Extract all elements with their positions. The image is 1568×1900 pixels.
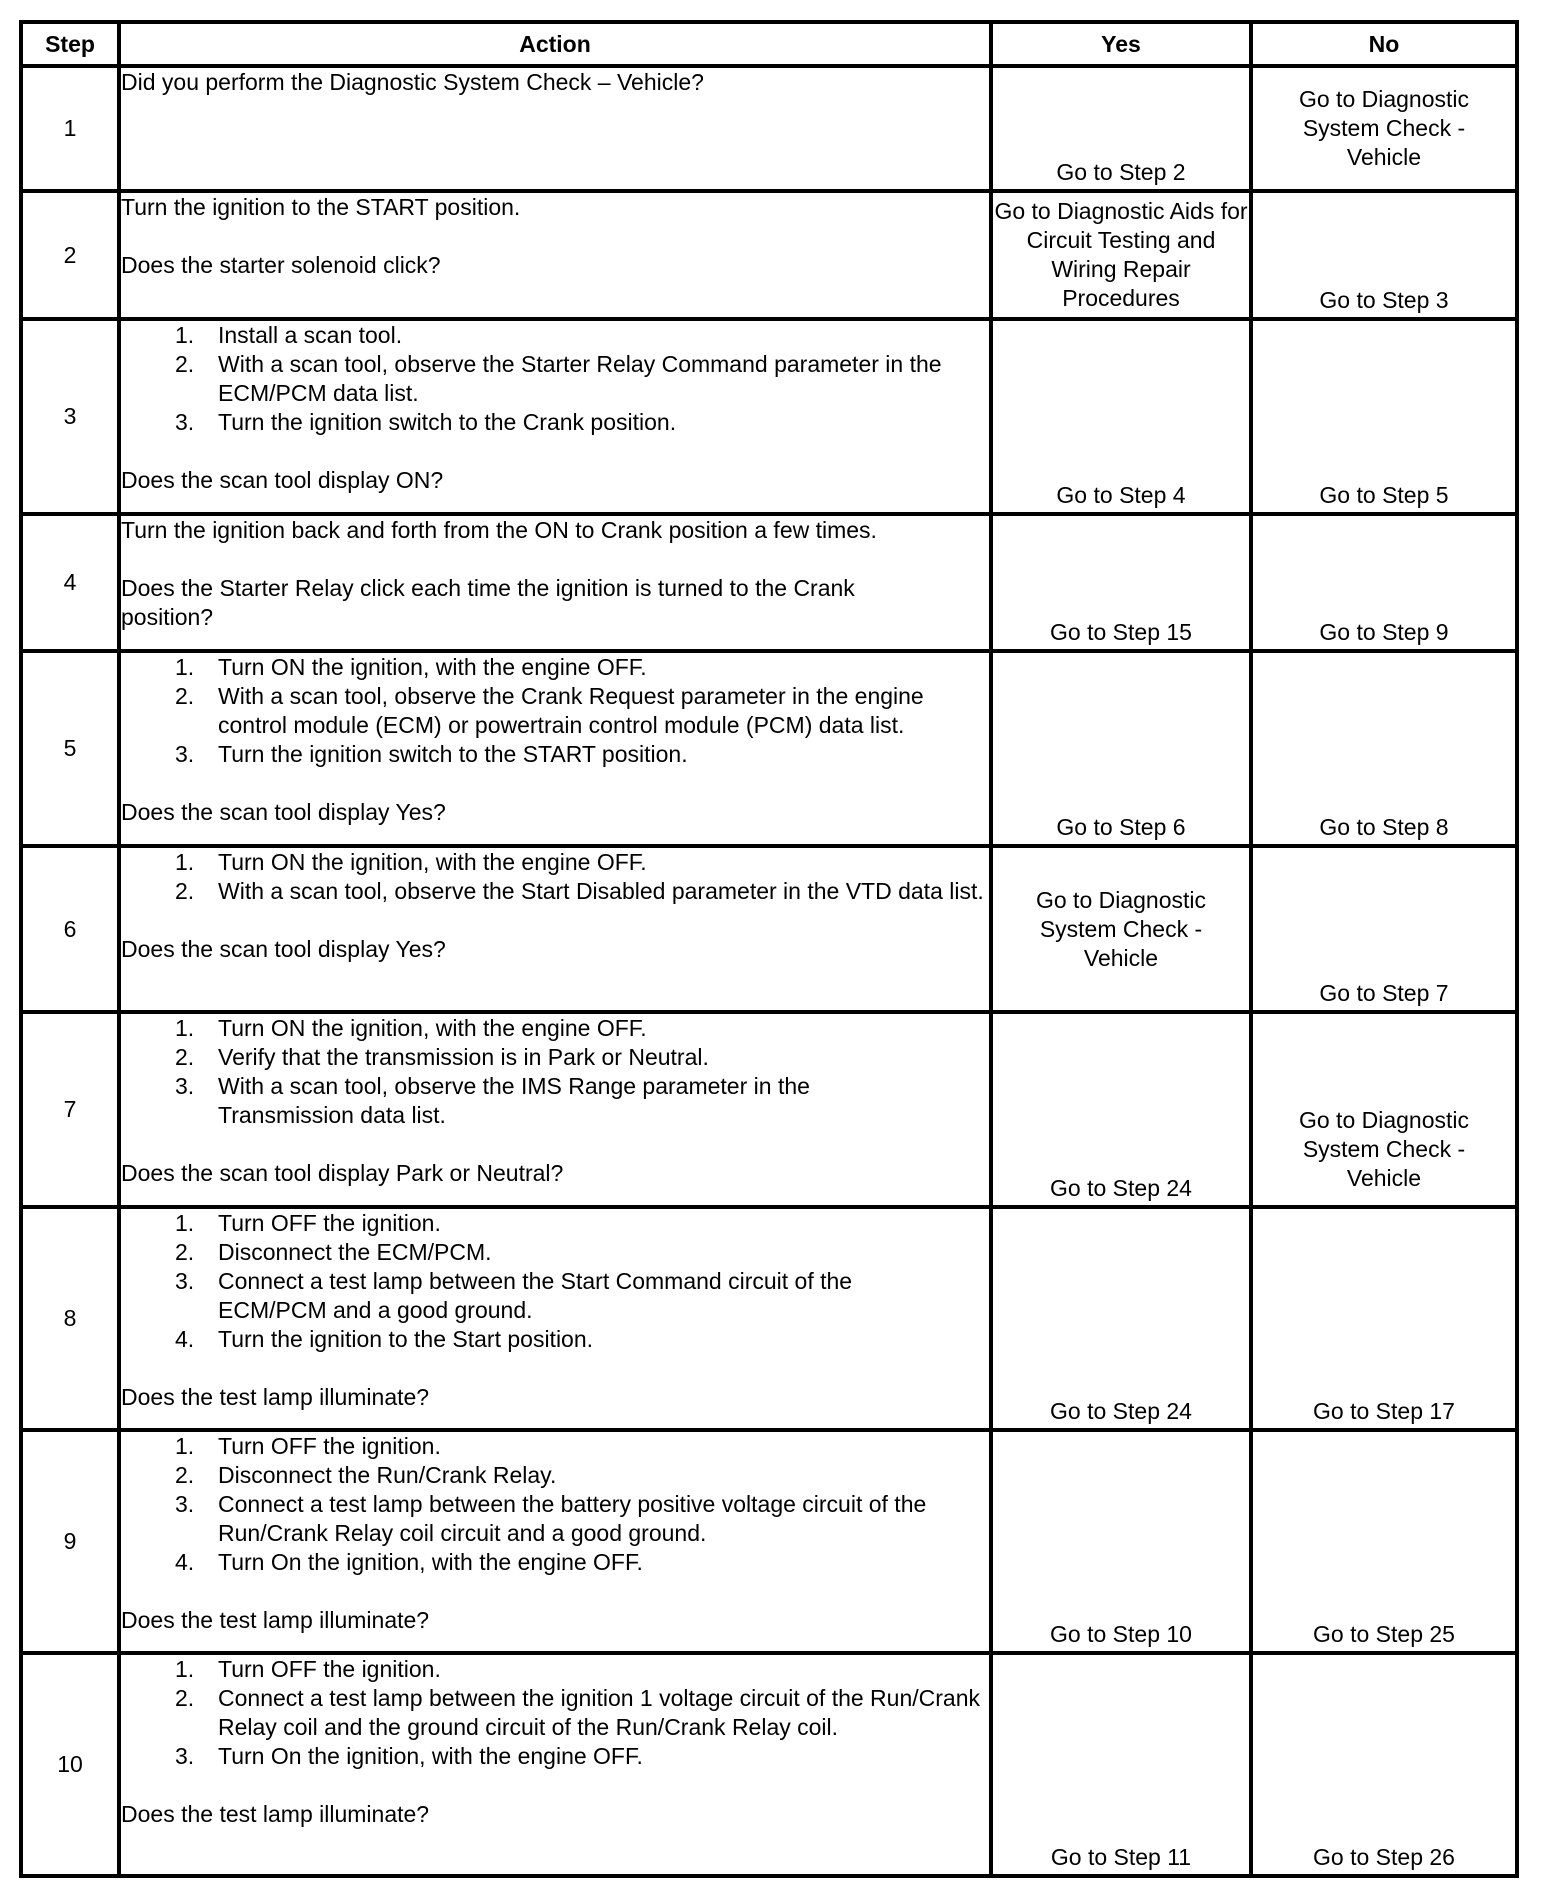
no-result: Go to Step 8 bbox=[1251, 651, 1517, 846]
yes-result: Go to Step 11 bbox=[991, 1653, 1251, 1876]
action-question: Does the test lamp illuminate? bbox=[121, 1801, 430, 1827]
step-number: 8 bbox=[21, 1207, 119, 1430]
no-result: Go to Diagnostic System Check - Vehicle bbox=[1251, 1012, 1517, 1207]
no-result: Go to Diagnostic System Check - Vehicle bbox=[1251, 66, 1517, 191]
step-number: 6 bbox=[21, 846, 119, 1012]
yes-result: Go to Step 10 bbox=[991, 1430, 1251, 1653]
list-item: 1. Turn ON the ignition, with the engine OFF. bbox=[175, 654, 647, 680]
action-steps bbox=[121, 1209, 989, 1354]
action-steps bbox=[121, 848, 989, 906]
step-number: 2 bbox=[21, 191, 119, 319]
table-row bbox=[21, 1012, 1517, 1207]
action-cell bbox=[119, 1012, 991, 1207]
header-step: Step bbox=[21, 22, 119, 66]
step-number: 1 bbox=[21, 66, 119, 191]
action-cell bbox=[119, 846, 991, 1012]
header-no: No bbox=[1251, 22, 1517, 66]
action-question: Does the scan tool display Yes? bbox=[121, 799, 446, 825]
list-item: 3. Connect a test lamp between the battery positive voltage circuit of the Run/Crank Relay coil circuit and a good ground. bbox=[175, 1491, 927, 1546]
list-item: 2. With a scan tool, observe the Start Disabled parameter in the VTD data list. bbox=[175, 878, 984, 904]
yes-result: Go to Step 6 bbox=[991, 651, 1251, 846]
yes-result: Go to Diagnostic System Check - Vehicle bbox=[991, 846, 1251, 1012]
header-row bbox=[21, 22, 1517, 66]
action-cell bbox=[119, 1430, 991, 1653]
step-number: 7 bbox=[21, 1012, 119, 1207]
list-item: 3. Turn the ignition switch to the START position. bbox=[175, 741, 688, 767]
list-item: 1. Turn OFF the ignition. bbox=[175, 1433, 441, 1459]
step-number: 4 bbox=[21, 514, 119, 651]
action-intro: Turn the ignition back and forth from the ON to Crank position a few times. bbox=[121, 517, 877, 543]
table-row bbox=[21, 651, 1517, 846]
action-cell bbox=[119, 1653, 991, 1876]
list-item: 2. With a scan tool, observe the Crank Request parameter in the engine control module (ECM) or powertrain control module (PCM) data list. bbox=[175, 683, 924, 738]
table-row bbox=[21, 846, 1517, 1012]
action-steps bbox=[121, 321, 989, 437]
table-row bbox=[21, 514, 1517, 651]
action-intro: Turn the ignition to the START position. bbox=[121, 194, 521, 220]
table-row bbox=[21, 1207, 1517, 1430]
list-item: 1. Turn ON the ignition, with the engine OFF. bbox=[175, 1015, 647, 1041]
header-action: Action bbox=[119, 22, 991, 66]
yes-result: Go to Step 4 bbox=[991, 319, 1251, 514]
yes-result: Go to Step 15 bbox=[991, 514, 1251, 651]
list-item: 1. Turn OFF the ignition. bbox=[175, 1210, 441, 1236]
no-result: Go to Step 25 bbox=[1251, 1430, 1517, 1653]
action-intro: Did you perform the Diagnostic System Check – Vehicle? bbox=[121, 69, 704, 95]
list-item: 3. Turn the ignition switch to the Crank position. bbox=[175, 409, 677, 435]
action-question: Does the scan tool display ON? bbox=[121, 467, 444, 493]
yes-result: Go to Step 24 bbox=[991, 1012, 1251, 1207]
table-row bbox=[21, 191, 1517, 319]
list-item: 1. Install a scan tool. bbox=[175, 322, 403, 348]
list-item: 2. Connect a test lamp between the ignition 1 voltage circuit of the Run/Crank Relay coil and the ground circuit of the Run/Crank Relay coil. bbox=[175, 1685, 980, 1740]
step-number: 9 bbox=[21, 1430, 119, 1653]
action-cell bbox=[119, 319, 991, 514]
list-item: 1. Turn ON the ignition, with the engine OFF. bbox=[175, 849, 647, 875]
list-item: 4. Turn the ignition to the Start position. bbox=[175, 1326, 594, 1352]
action-cell bbox=[119, 191, 991, 319]
list-item: 2. Verify that the transmission is in Park or Neutral. bbox=[175, 1044, 709, 1070]
action-steps bbox=[121, 1432, 989, 1577]
no-result: Go to Step 9 bbox=[1251, 514, 1517, 651]
list-item: 2. With a scan tool, observe the Starter Relay Command parameter in the ECM/PCM data list. bbox=[175, 351, 942, 406]
list-item: 3. With a scan tool, observe the IMS Range parameter in the Transmission data list. bbox=[175, 1073, 810, 1128]
step-number: 5 bbox=[21, 651, 119, 846]
action-question: Does the starter solenoid click? bbox=[121, 252, 441, 278]
action-question: Does the test lamp illuminate? bbox=[121, 1384, 430, 1410]
action-cell bbox=[119, 1207, 991, 1430]
action-question: Does the scan tool display Park or Neutral? bbox=[121, 1160, 564, 1186]
action-steps bbox=[121, 1014, 989, 1130]
no-result: Go to Step 7 bbox=[1251, 846, 1517, 1012]
table-row bbox=[21, 66, 1517, 191]
action-cell bbox=[119, 514, 991, 651]
list-item: 4. Turn On the ignition, with the engine OFF. bbox=[175, 1549, 643, 1575]
header-yes: Yes bbox=[991, 22, 1251, 66]
action-cell bbox=[119, 651, 991, 846]
no-result: Go to Step 3 bbox=[1251, 191, 1517, 319]
list-item: 2. Disconnect the ECM/PCM. bbox=[175, 1239, 492, 1265]
step-number: 10 bbox=[21, 1653, 119, 1876]
action-question: Does the test lamp illuminate? bbox=[121, 1607, 430, 1633]
list-item: 1. Turn OFF the ignition. bbox=[175, 1656, 441, 1682]
list-item: 2. Disconnect the Run/Crank Relay. bbox=[175, 1462, 557, 1488]
action-steps bbox=[121, 653, 989, 769]
list-item: 3. Connect a test lamp between the Start Command circuit of the ECM/PCM and a good ground. bbox=[175, 1268, 853, 1323]
step-number: 3 bbox=[21, 319, 119, 514]
list-item: 3. Turn On the ignition, with the engine OFF. bbox=[175, 1743, 643, 1769]
table-row bbox=[21, 319, 1517, 514]
diagnostic-table bbox=[19, 20, 1519, 1878]
yes-result: Go to Step 24 bbox=[991, 1207, 1251, 1430]
table-row bbox=[21, 1653, 1517, 1876]
action-steps bbox=[121, 1655, 989, 1771]
table-row bbox=[21, 1430, 1517, 1653]
yes-result: Go to Diagnostic Aids for Circuit Testing and Wiring Repair Procedures bbox=[991, 191, 1251, 319]
action-question: Does the scan tool display Yes? bbox=[121, 936, 446, 962]
action-cell bbox=[119, 66, 991, 191]
no-result: Go to Step 17 bbox=[1251, 1207, 1517, 1430]
action-question: Does the Starter Relay click each time the ignition is turned to the Crank position? bbox=[121, 575, 855, 630]
no-result: Go to Step 26 bbox=[1251, 1653, 1517, 1876]
yes-result: Go to Step 2 bbox=[991, 66, 1251, 191]
no-result: Go to Step 5 bbox=[1251, 319, 1517, 514]
